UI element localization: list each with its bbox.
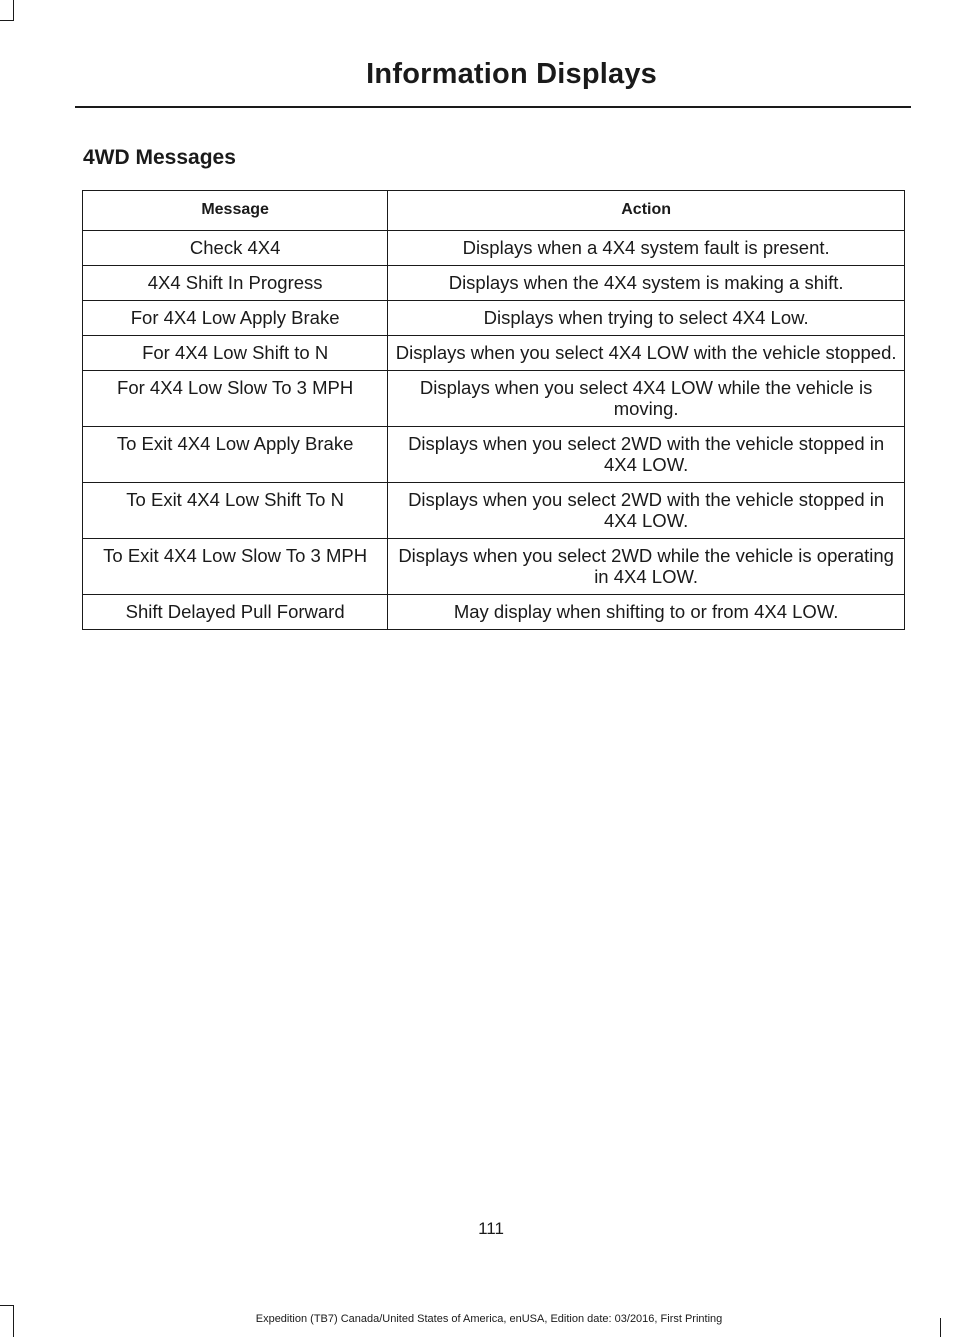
table-row [83,595,905,630]
crop-mark [0,1305,14,1306]
action-cell: Displays when you select 4X4 LOW with the vehicle stopped. [388,336,905,371]
column-header-message: Message [83,191,388,231]
message-cell: To Exit 4X4 Low Shift To N [83,483,388,539]
message-cell: To Exit 4X4 Low Apply Brake [83,427,388,483]
action-cell: Displays when you select 2WD while the vehicle is operating in 4X4 LOW. [388,539,905,595]
crop-mark [0,20,14,21]
page-title: Information Displays [366,58,657,90]
column-header-action: Action [388,191,905,231]
table-row [83,483,905,539]
page-footer: Expedition (TB7) Canada/United States of America, enUSA, Edition date: 03/2016, First Printing [255,1313,723,1325]
table-row [83,266,905,301]
table-row [83,336,905,371]
message-cell: For 4X4 Low Slow To 3 MPH [83,371,388,427]
action-cell: Displays when a 4X4 system fault is present. [388,231,905,266]
table-row [83,301,905,336]
table-row [83,371,905,427]
section-title: 4WD Messages [83,146,236,169]
table-row [83,231,905,266]
action-cell: May display when shifting to or from 4X4 LOW. [388,595,905,630]
action-cell: Displays when you select 2WD with the vehicle stopped in 4X4 LOW. [388,427,905,483]
message-cell: 4X4 Shift In Progress [83,266,388,301]
messages-table [82,190,905,630]
message-cell: To Exit 4X4 Low Slow To 3 MPH [83,539,388,595]
message-cell: Shift Delayed Pull Forward [83,595,388,630]
table-row [83,427,905,483]
page-number: 111 [478,1219,504,1238]
header-divider [75,106,911,108]
action-cell: Displays when the 4X4 system is making a shift. [388,266,905,301]
action-cell: Displays when trying to select 4X4 Low. [388,301,905,336]
crop-mark [13,0,14,20]
table-header-row [83,191,905,231]
page-header [75,58,911,91]
action-cell: Displays when you select 4X4 LOW while the vehicle is moving. [388,371,905,427]
message-cell: For 4X4 Low Apply Brake [83,301,388,336]
action-cell: Displays when you select 2WD with the vehicle stopped in 4X4 LOW. [388,483,905,539]
message-cell: Check 4X4 [83,231,388,266]
table-row [83,539,905,595]
message-cell: For 4X4 Low Shift to N [83,336,388,371]
